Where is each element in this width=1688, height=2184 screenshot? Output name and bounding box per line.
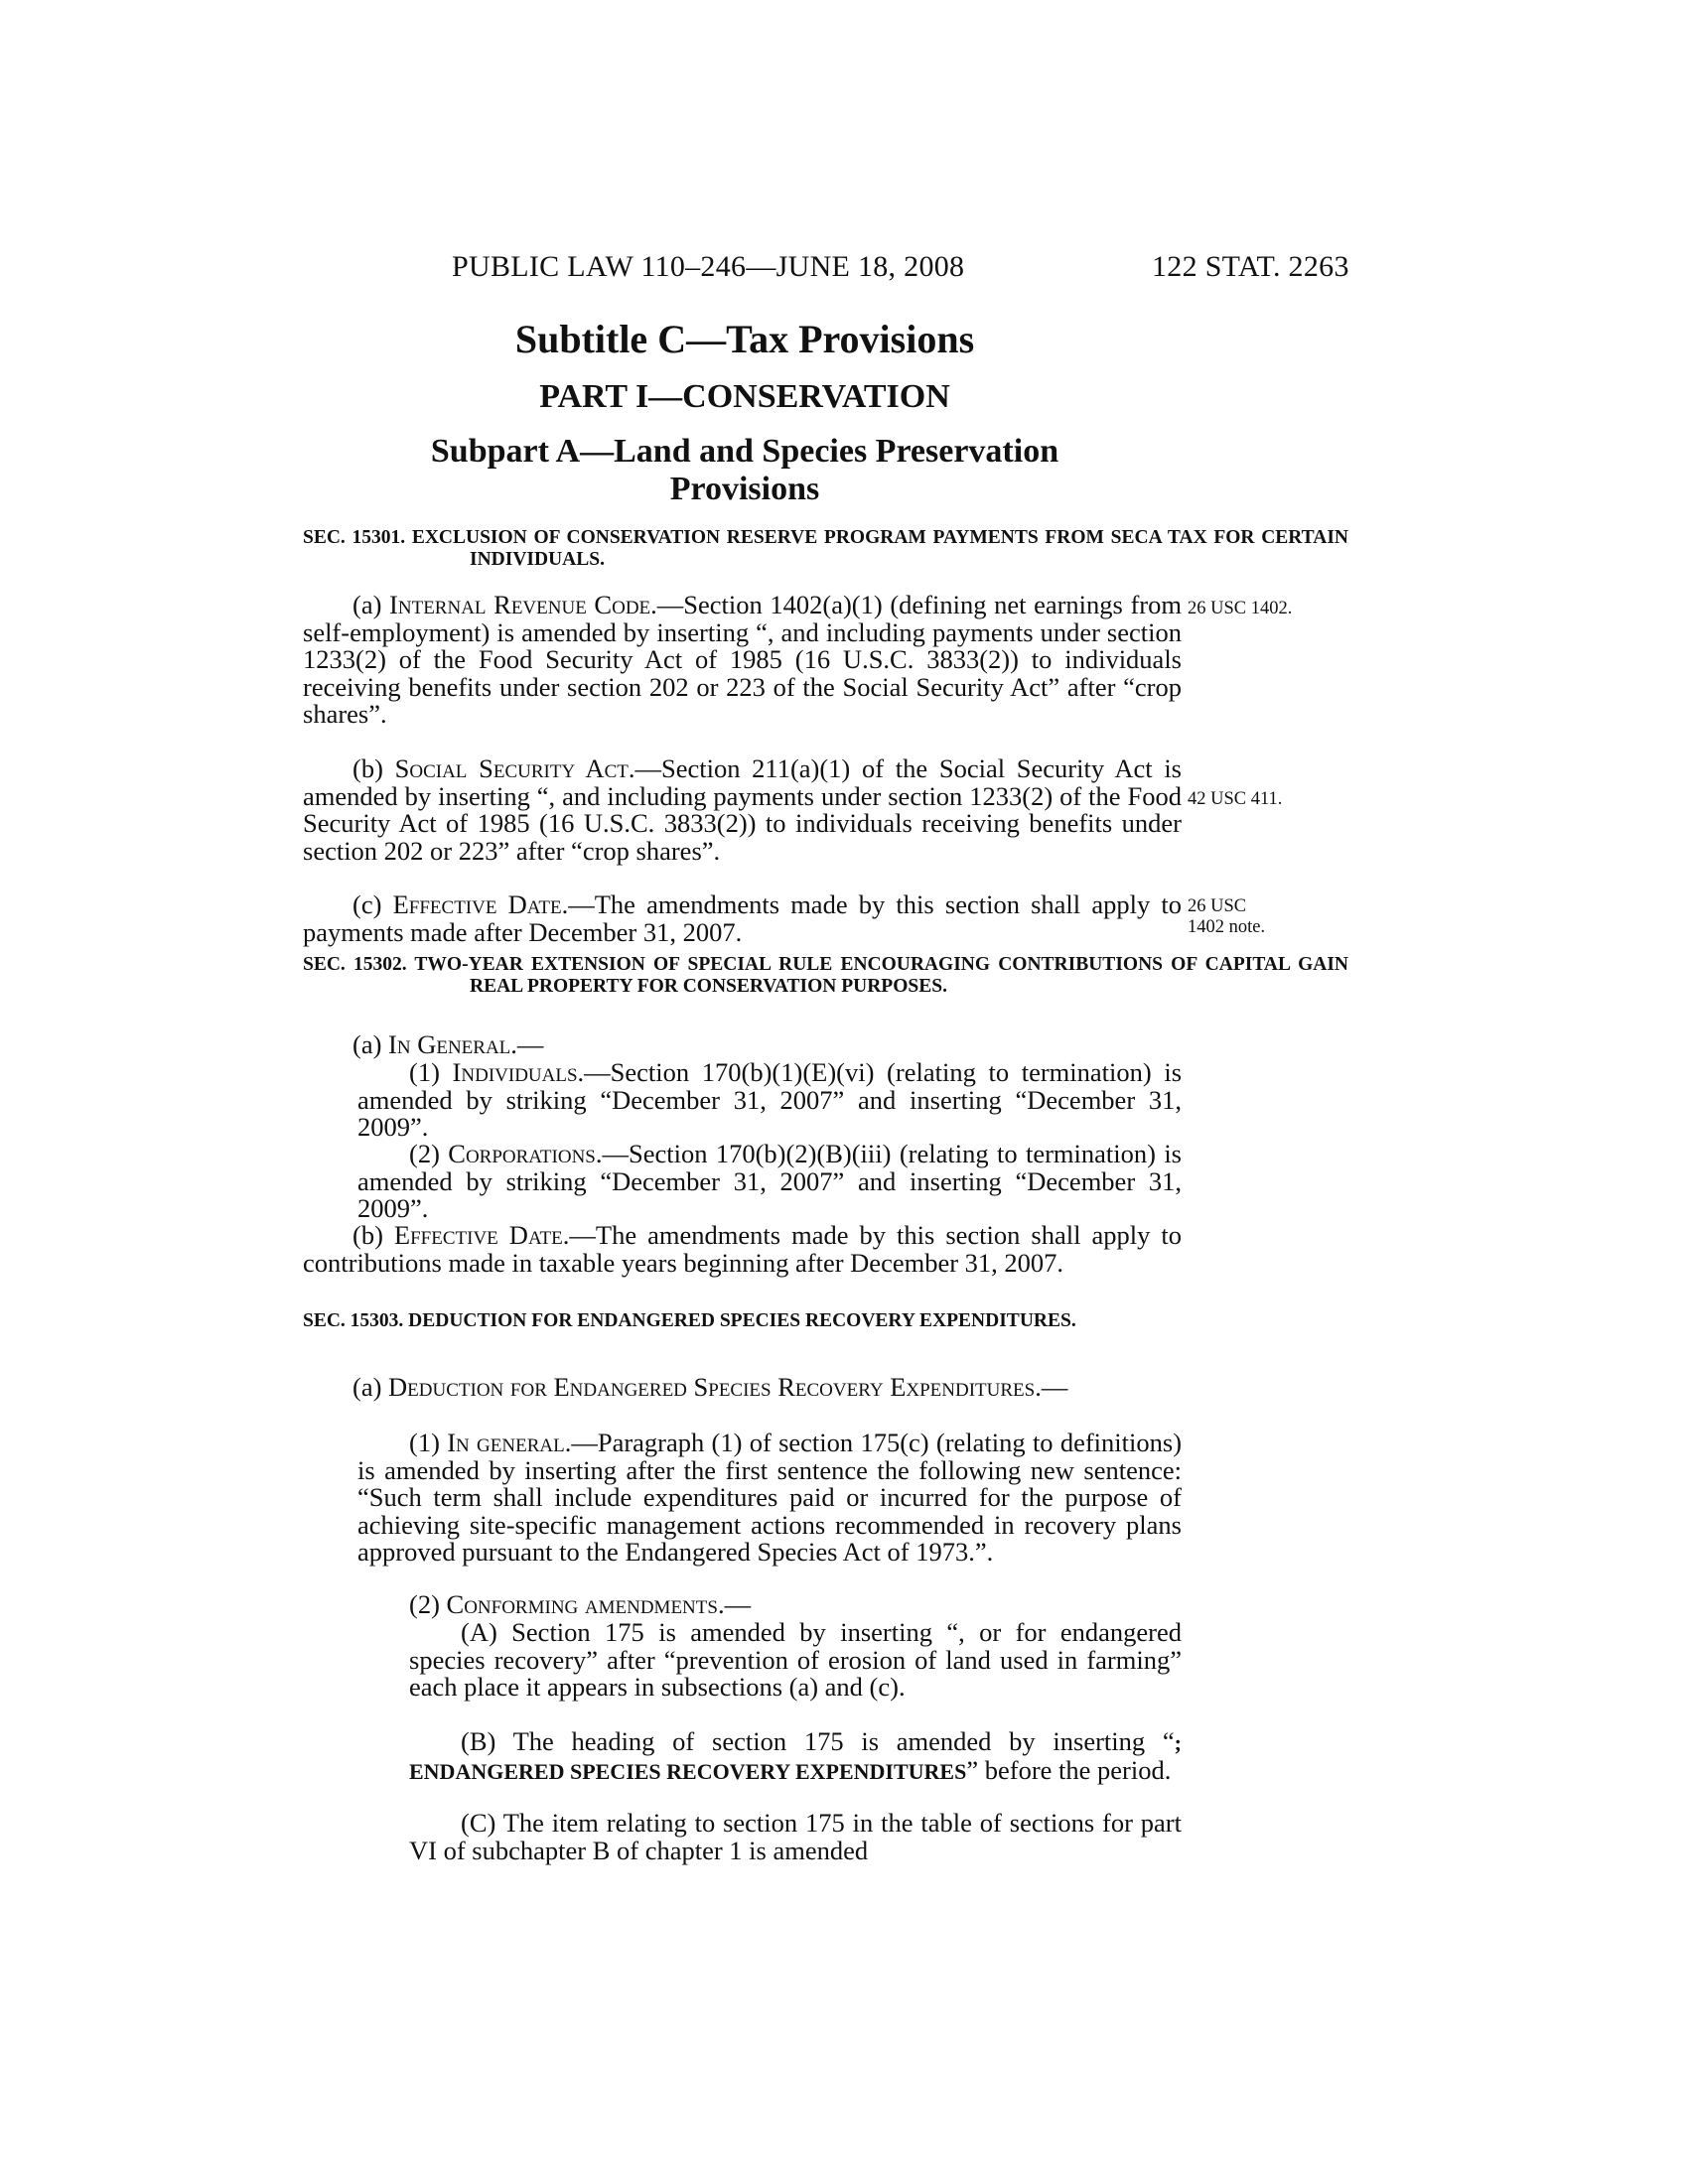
paragraph-text: (B) The heading of section 175 is amended by inserting “ bbox=[461, 1726, 1175, 1756]
paragraph-text: .—Paragraph (1) of section 175(c) (relating to definitions) is amended by inserting after the first sentence the following new sentence: “Such term shall include expenditures paid or incurred for the purpose of achieving site-specific management actions recommended in recovery plans approved pursuant to the Endangered Species Act of 1973.”. bbox=[357, 1428, 1183, 1567]
paragraph-text: .—Section 170(b)(2)(B)(iii) (relating to termination) is amended by striking “December 31, 2007” and inserting “December 31, 2009”. bbox=[357, 1139, 1182, 1223]
section-15301-paragraph-c bbox=[303, 891, 1182, 946]
paragraph-caption: Corporations bbox=[448, 1139, 596, 1168]
section-15301-paragraph-a bbox=[303, 592, 1182, 729]
paragraph-label: (b) bbox=[352, 753, 395, 783]
paragraph-caption: Effective Date bbox=[392, 889, 562, 919]
paragraph-label: (1) bbox=[409, 1428, 448, 1457]
section-15302-paragraph-a bbox=[352, 1031, 1182, 1059]
paragraph-text: .—Section 170(b)(1)(E)(vi) (relating to termination) is amended by striking “December 31, 2007” and inserting “December 31, 2009”. bbox=[357, 1057, 1183, 1142]
paragraph-text: .—The amendments made by this section shall apply to payments made after December 31, 2007. bbox=[303, 889, 1182, 947]
margin-note-26-usc-1402-note: 26 USC 1402 note. bbox=[1188, 896, 1266, 937]
subpart-heading bbox=[298, 433, 1192, 508]
paragraph-label: (a) bbox=[352, 590, 390, 619]
section-15301-heading: SEC. 15301. EXCLUSION OF CONSERVATION RESERVE PROGRAM PAYMENTS FROM SECA TAX FOR CERTAIN INDIVIDUALS. bbox=[303, 527, 1348, 570]
running-header-left: PUBLIC LAW 110–246—JUNE 18, 2008 bbox=[452, 250, 965, 283]
running-header-page-number: 122 STAT. 2263 bbox=[1152, 250, 1349, 283]
section-15302-paragraph-b bbox=[303, 1222, 1182, 1277]
margin-note-42-usc-411: 42 USC 411. bbox=[1188, 789, 1283, 809]
paragraph-text: ” before the period. bbox=[966, 1754, 1172, 1785]
paragraph-label: (c) bbox=[352, 889, 393, 919]
paragraph-caption: In General bbox=[388, 1029, 511, 1059]
paragraph-caption: In general bbox=[447, 1428, 565, 1457]
section-15303-paragraph-a-2-C: (C) The item relating to section 175 in the table of sections for part VI of subchapter B of chapter 1 is amended bbox=[409, 1808, 1182, 1865]
paragraph-caption: Social Security Act bbox=[394, 753, 629, 783]
paragraph-label: (1) bbox=[409, 1057, 453, 1087]
paragraph-text: .— bbox=[1035, 1372, 1068, 1402]
section-15303-paragraph-a bbox=[303, 1374, 1182, 1402]
paragraph-caption: Effective Date bbox=[393, 1220, 563, 1250]
paragraph-text: .—Section 211(a)(1) of the Social Security Act is amended by inserting “, and including payments under section 1233(2) of the Food Security Act of 1985 (16 U.S.C. 3833(2)) to individuals receiving benefits under section 202 or 223” after “crop shares”. bbox=[303, 753, 1182, 866]
paragraph-label: (2) bbox=[409, 1139, 449, 1168]
section-15302-paragraph-a-2 bbox=[357, 1141, 1182, 1223]
section-15303-paragraph-a-2-A: (A) Section 175 is amended by inserting “, or for endangered species recovery” after “prevention of erosion of land used in farming” each place it appears in subsections (a) and (c). bbox=[409, 1617, 1182, 1702]
paragraph-label: (2) bbox=[409, 1589, 447, 1619]
subpart-heading-text: Subpart A—Land and Species Preservation Provisions bbox=[430, 433, 1059, 507]
part-heading: PART I—CONSERVATION bbox=[539, 378, 950, 415]
paragraph-label: (b) bbox=[352, 1220, 394, 1250]
paragraph-text: .— bbox=[717, 1589, 752, 1619]
paragraph-text: .—Section 1402(a)(1) (defining net earnings from self-employment) is amended by inserting “, and including payments under section 1233(2) of the Food Security Act of 1985 (16 U.S.C. 3833(2)) to individuals receiving benefits under section 202 or 223 of the Social Security Act” after “crop shares”. bbox=[303, 590, 1182, 729]
section-15303-paragraph-a-2-B bbox=[409, 1728, 1182, 1785]
section-15303-paragraph-a-2 bbox=[409, 1591, 1182, 1619]
section-15303-heading: SEC. 15303. DEDUCTION FOR ENDANGERED SPECIES RECOVERY EXPENDITURES. bbox=[303, 1310, 1076, 1331]
subtitle-heading: Subtitle C—Tax Provisions bbox=[514, 317, 975, 361]
paragraph-label: (a) bbox=[352, 1029, 389, 1059]
paragraph-caption: Conforming amendments bbox=[446, 1589, 718, 1619]
paragraph-label: (a) bbox=[352, 1372, 389, 1402]
paragraph-caption: Individuals bbox=[452, 1057, 578, 1087]
section-15302-paragraph-a-1 bbox=[357, 1059, 1182, 1142]
margin-note-26-usc-1402: 26 USC 1402. bbox=[1188, 599, 1293, 618]
paragraph-caption: Internal Revenue Code bbox=[389, 590, 651, 619]
paragraph-text: .— bbox=[510, 1029, 544, 1059]
inserted-heading-text: ; ENDANGERED SPECIES RECOVERY EXPENDITURES bbox=[409, 1730, 1182, 1784]
section-15301-paragraph-b bbox=[303, 755, 1182, 865]
section-15303-paragraph-a-1 bbox=[357, 1430, 1182, 1567]
paragraph-caption: Deduction for Endangered Species Recovery Expenditures bbox=[388, 1372, 1036, 1402]
section-15302-heading: SEC. 15302. TWO-YEAR EXTENSION OF SPECIAL RULE ENCOURAGING CONTRIBUTIONS OF CAPITAL GAIN REAL PROPERTY FOR CONSERVATION PURPOSES. bbox=[303, 954, 1348, 997]
paragraph-text: .—The amendments made by this section shall apply to contributions made in taxable years beginning after December 31, 2007. bbox=[303, 1220, 1182, 1278]
